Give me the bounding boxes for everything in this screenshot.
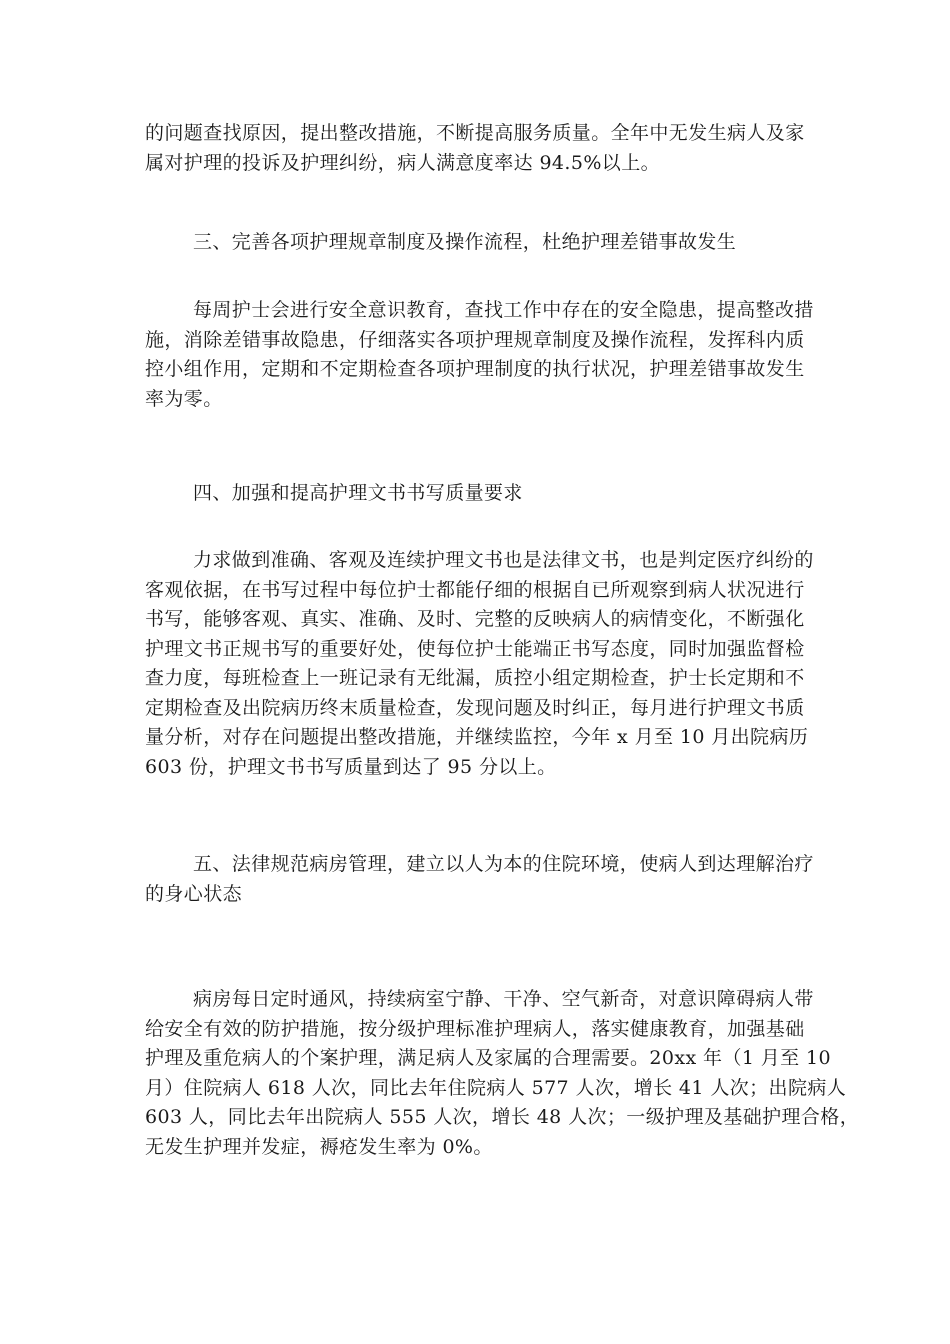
text-line: 的问题查找原因，提出整改措施，不断提高服务质量。全年中无发生病人及家 — [145, 122, 805, 144]
paragraph-ward-management — [145, 985, 860, 1162]
paragraph-safety-education — [145, 296, 815, 414]
text-line: 量分析，对存在问题提出整改措施，并继续监控，今年 x 月至 10 月出院病历 — [145, 726, 809, 748]
text-line: 查力度，每班检查上一班记录有无纰漏，质控小组定期检查，护士长定期和不 — [145, 667, 805, 689]
text-line: 力求做到准确、客观及连续护理文书也是法律文书，也是判定医疗纠纷的 — [193, 549, 814, 571]
text-line: 给安全有效的防护措施，按分级护理标准护理病人，落实健康教育，加强基础 — [145, 1017, 805, 1040]
text-line: 月）住院病人 618 人次，同比去年住院病人 577 人次，增长 41 人次；出院病人 — [145, 1076, 847, 1099]
text-line: 属对护理的投诉及护理纠纷，病人满意度率达 94.5%以上。 — [145, 151, 660, 174]
text-line: 无发生护理并发症，褥疮发生率为 0%。 — [145, 1135, 493, 1158]
text-line: 客观依据，在书写过程中每位护士都能仔细的根据自已所观察到病人状况进行 — [145, 578, 805, 601]
text-line: 603 份，护理文书书写质量到达了 95 分以上。 — [145, 755, 557, 778]
paragraph-continuation — [145, 119, 815, 178]
text-line: 病房每日定时通风，持续病室宁静、干净、空气新奇，对意识障碍病人带 — [193, 988, 814, 1010]
heading-line: 四、加强和提高护理文书书写质量要求 — [193, 482, 523, 504]
section-heading-4 — [145, 479, 815, 509]
heading-line: 三、完善各项护理规章制度及操作流程，杜绝护理差错事故发生 — [193, 231, 737, 253]
text-line: 定期检查及出院病历终末质量检查，发现问题及时纠正，每月进行护理文书质 — [145, 696, 805, 719]
text-line: 控小组作用，定期和不定期检查各项护理制度的执行状况，护理差错事故发生 — [145, 358, 805, 380]
section-heading-3 — [145, 228, 815, 258]
text-line: 603 人，同比去年出院病人 555 人次，增长 48 人次；一级护理及基础护理合格， — [145, 1106, 860, 1128]
text-line: 每周护士会进行安全意识教育，查找工作中存在的安全隐患，提高整改措 — [193, 299, 814, 321]
paragraph-documentation-quality — [145, 546, 815, 782]
text-line: 率为零。 — [145, 387, 223, 410]
text-line: 书写，能够客观、真实、准确、及时、完整的反映病人的病情变化，不断强化 — [145, 608, 805, 630]
text-line: 护理文书正规书写的重要好处，使每位护士能端正书写态度，同时加强监督检 — [145, 637, 805, 660]
text-line: 施，消除差错事故隐患，仔细落实各项护理规章制度及操作流程，发挥科内质 — [145, 328, 805, 351]
text-line: 护理及重危病人的个案护理，满足病人及家属的合理需要。20xx 年（1 月至 10 — [145, 1047, 831, 1069]
section-heading-5 — [145, 850, 815, 909]
heading-line: 五、法律规范病房管理，建立以人为本的住院环境，使病人到达理解治疗 — [193, 853, 814, 875]
heading-line: 的身心状态 — [145, 882, 243, 905]
